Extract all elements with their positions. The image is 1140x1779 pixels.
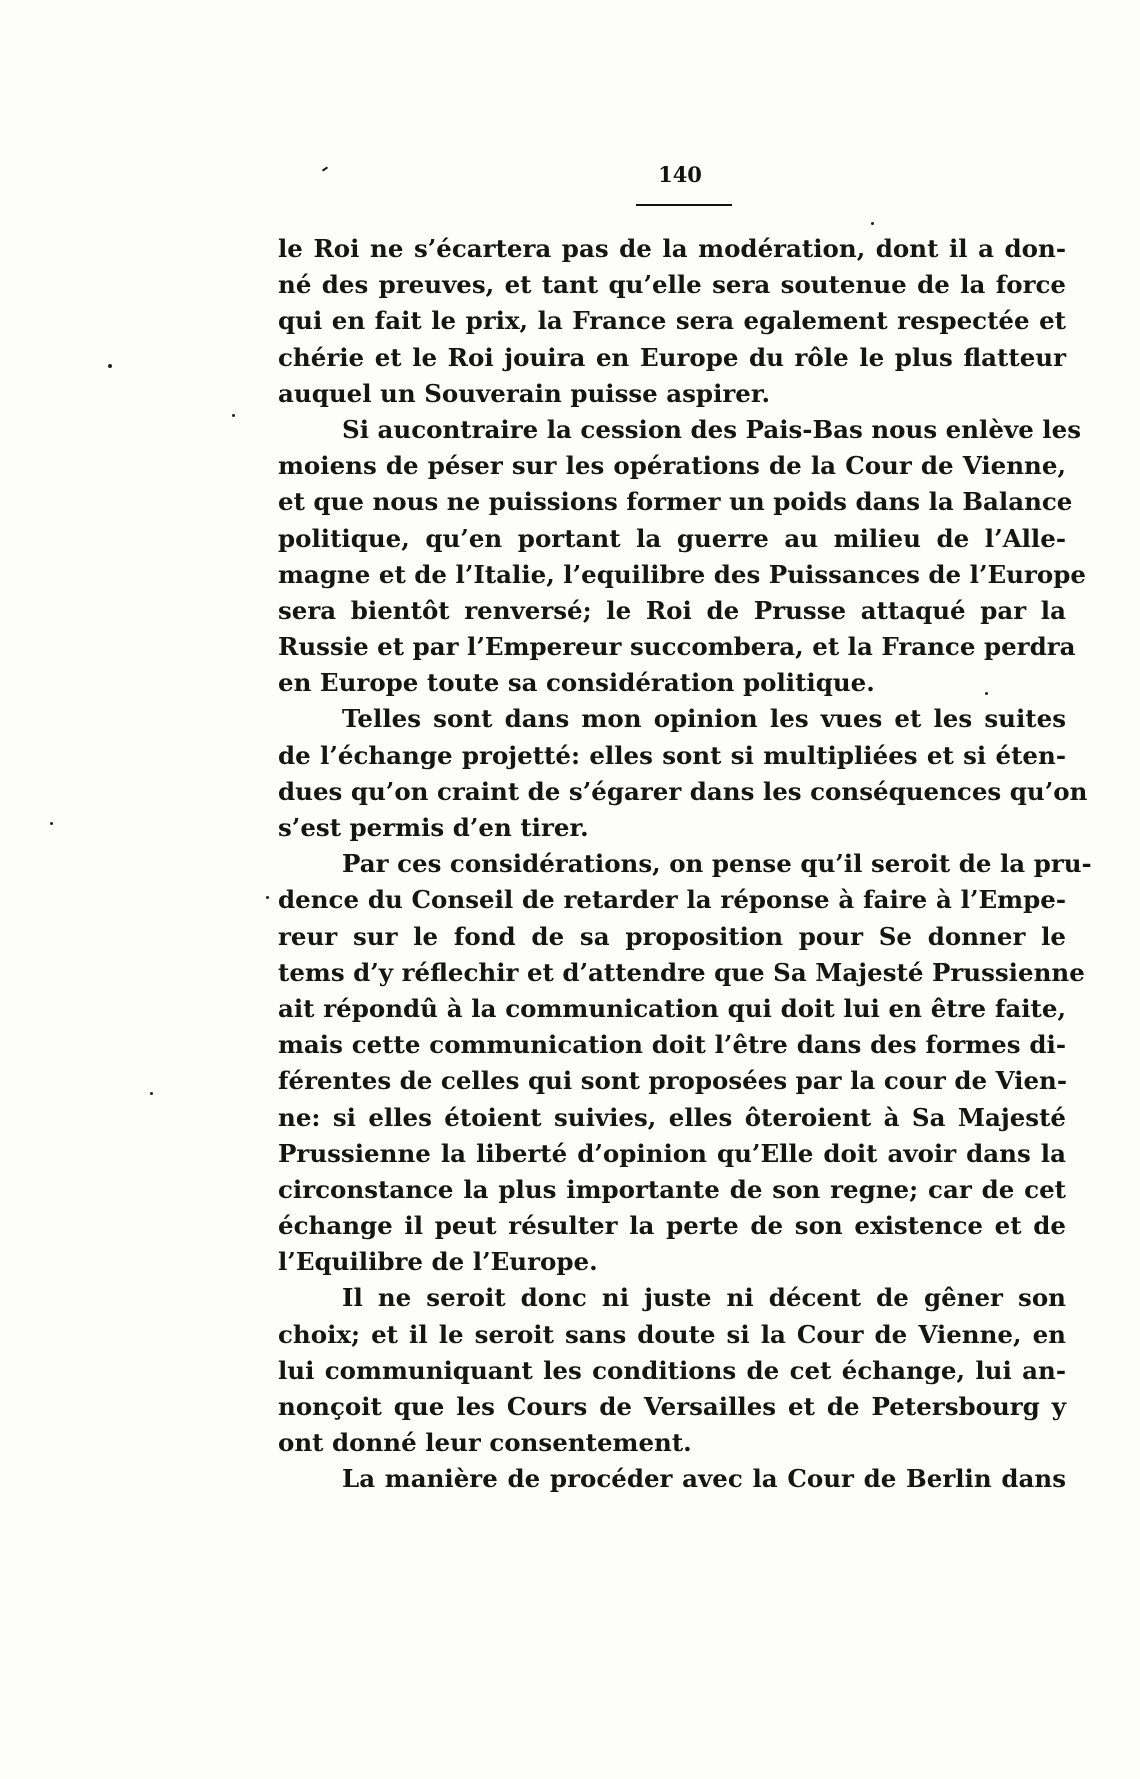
text-line: sera bientôt renversé; le Roi de Prusse attaqué par la — [278, 595, 1066, 625]
text-line: dues qu’on craint de s’égarer dans les conséquences qu’on — [278, 776, 1088, 806]
scan-mark — [322, 166, 328, 171]
text-line: magne et de l’Italie, l’equilibre des Puissances de l’Europe — [278, 559, 1086, 589]
text-line: tems d’y réflechir et d’attendre que Sa Majesté Prussienne — [278, 957, 1085, 987]
scan-speck — [50, 822, 53, 825]
text-line: Il ne seroit donc ni juste ni décent de gêner son — [342, 1283, 1066, 1313]
text-line: et que nous ne puissions former un poids dans la Balance — [278, 487, 1073, 517]
page-number: 140 — [658, 162, 702, 187]
text-line: Telles sont dans mon opinion les vues et les suites — [342, 704, 1066, 734]
text-line: l’Equilibre de l’Europe. — [278, 1247, 598, 1277]
text-line: choix; et il le seroit sans doute si la Cour de Vienne, en — [278, 1319, 1066, 1349]
text-line: échange il peut résulter la perte de son existence et de — [278, 1211, 1066, 1241]
text-line: chérie et le Roi jouira en Europe du rôle le plus flatteur — [278, 342, 1066, 372]
text-line: ait répondû à la communication qui doit lui en être faite, — [278, 993, 1066, 1023]
text-line: ont donné leur consentement. — [278, 1428, 692, 1458]
scan-speck — [266, 896, 269, 899]
text-line: de l’échange projetté: elles sont si multipliées et si éten- — [278, 740, 1066, 770]
page-number-rule — [636, 204, 732, 206]
text-line: moiens de péser sur les opérations de la Cour de Vienne, — [278, 451, 1066, 481]
text-line: reur sur le fond de sa proposition pour Se donner le — [278, 921, 1066, 951]
text-line: qui en fait le prix, la France sera egalement respectée et — [278, 306, 1066, 336]
text-line: le Roi ne s’écartera pas de la modération, dont il a don- — [278, 234, 1066, 263]
text-line: circonstance la plus importante de son regne; car de cet — [278, 1174, 1066, 1204]
text-line: La manière de procéder avec la Cour de Berlin dans — [342, 1464, 1066, 1494]
body-text — [278, 231, 1092, 1498]
scan-speck — [232, 414, 235, 417]
text-line: Prussienne la liberté d’opinion qu’Elle doit avoir dans la — [278, 1138, 1066, 1168]
scan-speck — [150, 1092, 153, 1095]
text-line: Russie et par l’Empereur succombera, et la France perdra — [278, 632, 1076, 662]
scan-speck — [108, 364, 112, 368]
text-line: en Europe toute sa considération politique. — [278, 668, 875, 698]
text-line: férentes de celles qui sont proposées par la cour de Vien- — [278, 1066, 1068, 1096]
text-line: Si aucontraire la cession des Pais-Bas nous enlève les — [342, 414, 1081, 444]
text-line: mais cette communication doit l’être dans des formes di- — [278, 1030, 1066, 1060]
text-line: nonçoit que les Cours de Versailles et de Petersbourg y — [278, 1392, 1066, 1421]
text-line: lui communiquant les conditions de cet échange, lui an- — [278, 1355, 1066, 1385]
text-line: politique, qu’en portant la guerre au milieu de l’Alle- — [278, 523, 1066, 553]
text-line: dence du Conseil de retarder la réponse à faire à l’Empe- — [278, 885, 1066, 915]
text-line: ne: si elles étoient suivies, elles ôteroient à Sa Majesté — [278, 1102, 1066, 1132]
text-line: Par ces considérations, on pense qu’il seroit de la pru- — [342, 849, 1092, 879]
text-line: né des preuves, et tant qu’elle sera soutenue de la force — [278, 270, 1066, 300]
scan-speck — [871, 222, 874, 225]
text-line: auquel un Souverain puisse aspirer. — [278, 378, 771, 408]
text-line: s’est permis d’en tirer. — [278, 813, 589, 842]
scan-speck — [985, 692, 988, 695]
